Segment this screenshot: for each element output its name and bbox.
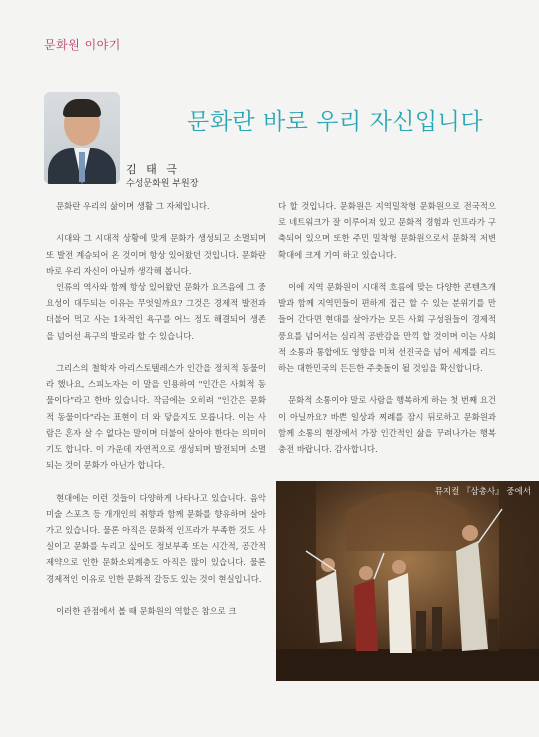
paragraph: 현대에는 이런 것들이 다양하게 나타나고 있습니다. 음악 미술 스포츠 등 개개인의 취향과 함께 문화를 향유하며 살아가고 있습니다. 물론 아직은 문화적 인프라가 부족한 것도 사실이고 문화를 누리고 싶어도 정보부족 또는 시간적, 공간적 제약으로 인한 문화소외계층도 아직은 많이 있습니다. 물론 경제적인 이유로 인한 문화적 갈등도 있는 것이 현실입니다. — [46, 492, 266, 584]
paragraph: 이러한 관점에서 볼 때 문화원의 역할은 참으로 크 — [56, 606, 237, 617]
author-role: 수성문화원 부원장 — [126, 179, 199, 189]
section-label: 문화원 이야기 — [44, 38, 121, 52]
author-photo — [44, 92, 120, 184]
article-column-right — [278, 198, 496, 473]
paragraph: 그리스의 철학자 아리스토텔레스가 인간을 정치적 동물이라 했나요, 스피노자는 이 말을 인용하여 "인간은 사회적 동물이다"라고 한바 있습니다. 작금에는 오히려 "인간은 문화적 동물이다"라는 표현이 더 와 닿을지도 모릅니다. 이는 사람은 혼자 살 수 없다는 말이며 더불어 살아야 한다는 의미이기도 합니다. 이 가운데 자연적으로 생성되며 발전되며 소멸되는 것이 문화가 아닌가 합니다. — [46, 363, 266, 471]
stage-scene-image — [276, 481, 539, 681]
author-name: 김 태 극 — [126, 163, 180, 176]
paragraph: 문화적 소통이야 말로 사람을 행복하게 하는 첫 번째 요건이 아닐까요? 바쁜 일상과 찌례를 잠시 뒤로하고 문화원과 함께 소통의 현장에서 가장 인간적인 삶을 꾸려나가는 행복충전 바랍니다. 감사합니다. — [278, 395, 496, 455]
article-title: 문화란 바로 우리 자신입니다 — [187, 109, 484, 135]
paragraph: 다 할 것입니다. 문화원은 지역밀착형 문화원으로 전국적으로 네트워크가 잘 이루어져 있고 문화적 경험과 인프라가 구축되어 있으며 또한 주민 밀착형 문화원으로서 문화적 저변확대에 크게 기여 하고 있습니다. — [278, 201, 496, 260]
paragraph: 인류의 역사와 함께 항상 있어왔던 문화가 요즈음에 그 중요성이 대두되는 이유는 무엇일까요? 그것은 경제적 발전과 더불어 먹고 사는 1차적인 욕구를 어느 정도 해결되어 생존을 넘어선 욕구의 발로라 할 수 있습니다. — [46, 282, 266, 341]
paragraph: 이에 지역 문화원이 시대적 흐름에 맞는 다양한 콘텐츠개발과 함께 지역민들이 편하게 접근 할 수 있는 분위기를 만들어 간다면 현대를 살아가는 모든 사회 구성원들이 경제적 풍요를 넘어서는 심리적 공반감을 만끽 할 것이며 이는 사회적 소통과 통합에도 영향을 미쳐 선진국을 넘어 세계를 리드하는 대한민국의 든든한 주춧돌이 될 것임을 확신합니다. — [278, 282, 496, 374]
paragraph: 시대와 그 시대적 상황에 맞게 문화가 생성되고 소멸되며 또 발전 계승되어 온 것이며 항상 있어왔던 것입니다. 문화란 바로 우리 자신이 아닐까 생각해 봅니다. — [46, 233, 266, 276]
paragraph: 문화란 우리의 삶이며 생활 그 자체입니다. — [56, 201, 210, 211]
photo-caption: 뮤지컬 『삼총사』 중에서 — [434, 487, 531, 497]
article-column-left — [46, 198, 266, 635]
musical-photo — [276, 481, 539, 681]
